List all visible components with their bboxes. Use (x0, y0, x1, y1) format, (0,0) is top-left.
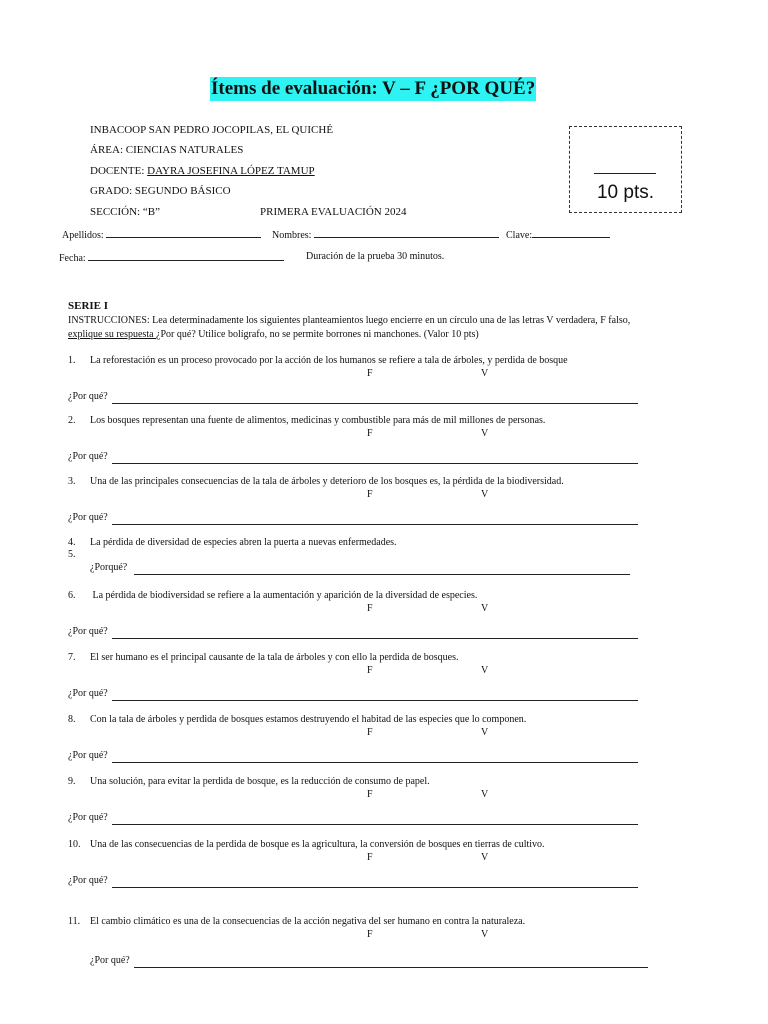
question-text: La pérdida de biodiversidad se refiere a la aumentación y aparición de la diversidad de especies. (90, 590, 478, 601)
question-text: El cambio climático es una de la consecuencias de la acción negativa del ser humano en contra la naturaleza. (90, 916, 526, 927)
clave-label: Clave: (506, 230, 533, 241)
question-extra-number: 5. (68, 549, 76, 560)
apellidos-field (62, 228, 261, 241)
question-text: La reforestación es un proceso provocado por la acción de los humanos se refiere a tala de árboles, y perdida de bosque (90, 355, 568, 366)
school-name: INBACOOP SAN PEDRO JOCOPILAS, EL QUICHÉ (90, 124, 334, 136)
answer-line[interactable] (134, 967, 648, 968)
option-false[interactable]: F (367, 665, 373, 676)
option-true[interactable]: V (481, 727, 489, 738)
option-false[interactable]: F (367, 368, 373, 379)
question-number: 3. (68, 476, 76, 487)
question-item (68, 776, 430, 787)
nombres-input[interactable] (314, 228, 499, 238)
question-text: Una solución, para evitar la perdida de bosque, es la reducción de consumo de papel. (90, 776, 430, 787)
question-item (68, 652, 458, 663)
fecha-field (59, 251, 284, 264)
page-title: Ítems de evaluación: V – F ¿POR QUÉ? (211, 78, 536, 99)
instructions-line-2 (68, 329, 479, 340)
question-item (68, 590, 477, 601)
fecha-label: Fecha: (59, 253, 86, 264)
why-label: ¿Por qué? (68, 688, 108, 699)
instructions-underlined: explique su respuesta (68, 329, 157, 340)
section-label: SECCIÓN: “B” (90, 206, 160, 218)
answer-line[interactable] (112, 463, 638, 464)
fecha-input[interactable] (88, 251, 284, 261)
option-true[interactable]: V (481, 428, 489, 439)
question-number: 7. (68, 652, 76, 663)
question-number: 10. (68, 839, 81, 850)
option-true[interactable]: V (481, 852, 489, 863)
answer-line[interactable] (112, 403, 638, 404)
nombres-field (272, 228, 499, 241)
why-label: ¿Por qué? (68, 812, 108, 823)
option-false[interactable]: F (367, 852, 373, 863)
question-text: La pérdida de diversidad de especies abren la puerta a nuevas enfermedades. (90, 537, 397, 548)
option-false[interactable]: F (367, 929, 373, 940)
option-true[interactable]: V (481, 929, 489, 940)
answer-line[interactable] (112, 700, 638, 701)
why-label: ¿Por qué? (68, 626, 108, 637)
question-number: 6. (68, 590, 76, 601)
option-false[interactable]: F (367, 428, 373, 439)
why-label: ¿Por qué? (68, 875, 108, 886)
question-text: Los bosques representan una fuente de alimentos, medicinas y combustible para más de mil millones de personas. (90, 415, 546, 426)
teacher-label: DOCENTE: (90, 165, 148, 177)
question-item (68, 714, 526, 725)
question-item (68, 415, 545, 426)
instructions-rest: ¿Por qué? Utilice bolígrafo, no se permite borrones ni manchones. (Valor 10 pts) (156, 329, 479, 340)
why-label: ¿Por qué? (68, 750, 108, 761)
clave-input[interactable] (532, 228, 610, 238)
question-number: 2. (68, 415, 76, 426)
question-item (68, 839, 545, 850)
question-text: El ser humano es el principal causante de la tala de árboles y con ello la perdida de bosques. (90, 652, 459, 663)
why-label: ¿Por qué? (68, 512, 108, 523)
question-number: 11. (68, 916, 81, 927)
grade-label: GRADO: SEGUNDO BÁSICO (90, 185, 231, 197)
answer-line[interactable] (112, 887, 638, 888)
option-true[interactable]: V (481, 368, 489, 379)
question-item (68, 476, 564, 487)
answer-line[interactable] (112, 638, 638, 639)
evaluation-label: PRIMERA EVALUACIÓN 2024 (260, 206, 407, 218)
nombres-label: Nombres: (272, 230, 312, 241)
option-false[interactable]: F (367, 789, 373, 800)
question-item (68, 537, 397, 548)
score-blank-line[interactable] (594, 173, 656, 174)
why-label: ¿Porqué? (90, 562, 128, 573)
score-text: 10 pts. (596, 182, 655, 203)
score-box (569, 126, 682, 213)
answer-line[interactable] (112, 762, 638, 763)
answer-line[interactable] (112, 824, 638, 825)
why-label: ¿Por qué? (68, 451, 108, 462)
answer-line[interactable] (134, 574, 630, 575)
option-true[interactable]: V (481, 603, 489, 614)
question-number: 4. (68, 537, 76, 548)
answer-line[interactable] (112, 524, 638, 525)
question-item (68, 916, 525, 927)
option-false[interactable]: F (367, 603, 373, 614)
teacher-name: DAYRA JOSEFINA LÓPEZ TAMUP (147, 165, 315, 177)
question-number: 8. (68, 714, 76, 725)
option-false[interactable]: F (367, 727, 373, 738)
option-false[interactable]: F (367, 489, 373, 500)
question-text: Con la tala de árboles y perdida de bosques estamos destruyendo el habitad de las especies que lo componen. (90, 714, 527, 725)
clave-field (506, 228, 610, 241)
duration-label: Duración de la prueba 30 minutos. (306, 251, 445, 262)
option-true[interactable]: V (481, 489, 489, 500)
teacher-line (90, 165, 315, 177)
question-number: 9. (68, 776, 76, 787)
question-item (68, 355, 568, 366)
question-text: Una de las consecuencias de la perdida de bosque es la agricultura, la conversión de bosques en tierras de cultivo. (90, 839, 545, 850)
question-number: 1. (68, 355, 76, 366)
question-text: Una de las principales consecuencias de la tala de árboles y deterioro de los bosques es, la pérdida de la biodiversidad. (90, 476, 564, 487)
option-true[interactable]: V (481, 665, 489, 676)
instructions-line-1: INSTRUCCIONES: Lea determinadamente los siguientes planteamientos luego encierre en un círculo una de las letras V verdadera, F falso, (68, 315, 631, 326)
why-label: ¿Por qué? (68, 391, 108, 402)
area-label: ÁREA: CIENCIAS NATURALES (90, 144, 244, 156)
apellidos-input[interactable] (106, 228, 261, 238)
serie-title: SERIE I (68, 300, 109, 312)
option-true[interactable]: V (481, 789, 489, 800)
apellidos-label: Apellidos: (62, 230, 104, 241)
why-label: ¿Por qué? (90, 955, 130, 966)
